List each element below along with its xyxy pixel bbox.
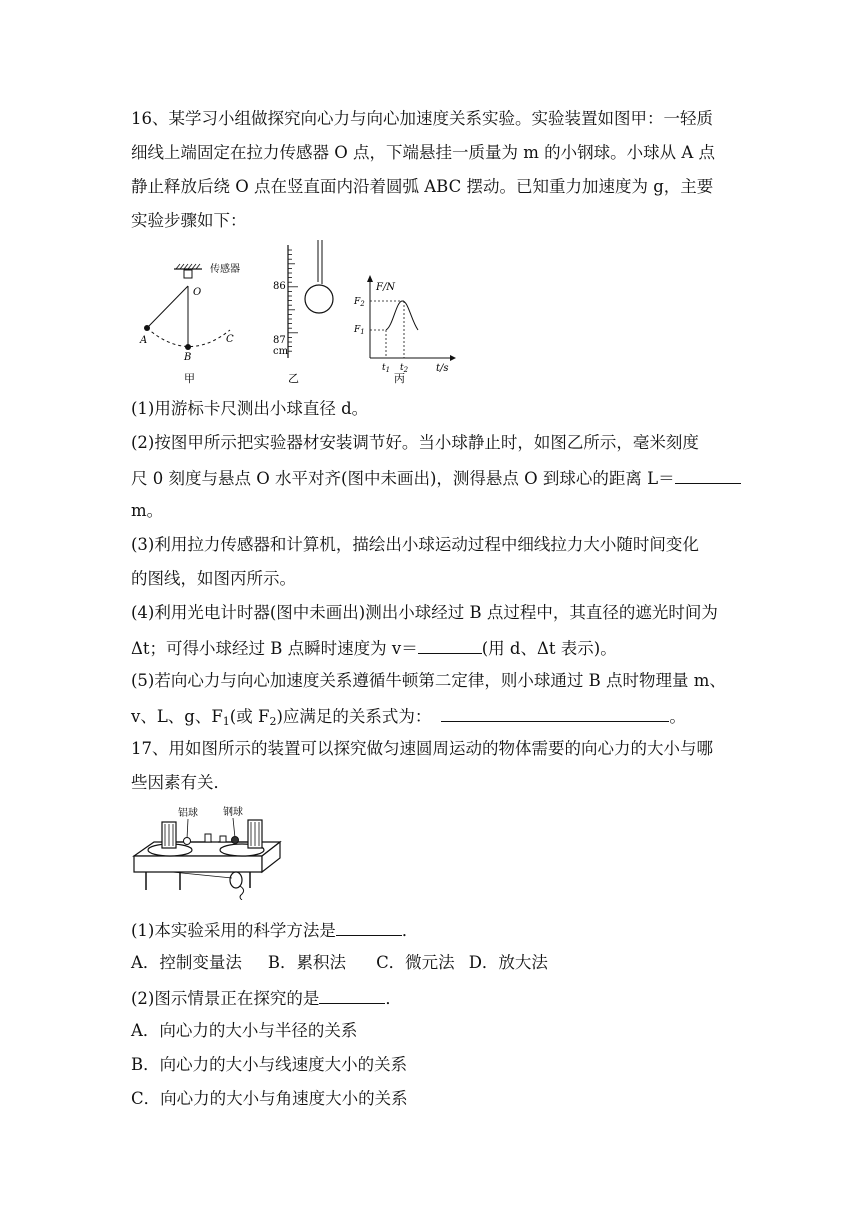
answer-blank-method[interactable] xyxy=(336,919,402,936)
q16-step-2a: (2)按图甲所示把实验器材安装调节好。当小球静止时，如图乙所示，毫米刻度 xyxy=(131,433,699,452)
answer-blank-relation[interactable] xyxy=(441,705,669,722)
answer-blank-scenario[interactable] xyxy=(319,987,385,1004)
point-A-label: A xyxy=(140,335,148,346)
ruler-unit: cm xyxy=(273,346,289,357)
x-axis-label: t/s xyxy=(436,363,449,374)
t2-label: t xyxy=(400,363,404,373)
q16-line-1: 16、某学习小组做探究向心力与向心加速度关系实验。实验装置如图甲：一轻质 xyxy=(131,109,713,128)
option-b-accumulation[interactable]: B．累积法 xyxy=(267,953,347,972)
t1-sub: 1 xyxy=(385,366,391,374)
label-steel-ball: 钢球 xyxy=(223,807,243,818)
q17-option-a[interactable]: A．向心力的大小与半径的关系 xyxy=(131,1021,358,1040)
t1-label: t xyxy=(382,363,386,373)
q16-step-5b-post: )应满足的关系式为： xyxy=(276,707,432,726)
ball-B xyxy=(185,344,191,350)
svg-text:t1 xyxy=(382,363,390,374)
label-aluminum-ball: 铝球 xyxy=(178,808,198,819)
svg-text:F1 xyxy=(353,325,365,336)
answer-blank-L[interactable] xyxy=(675,467,741,484)
F1-sub: 1 xyxy=(360,328,365,336)
steel-ball-2 xyxy=(232,837,239,844)
option-a-control-variable[interactable]: A．控制变量法 xyxy=(131,953,242,972)
F1-subscript: 1 xyxy=(222,715,230,728)
q17-sub-2 xyxy=(131,987,402,1009)
q16-step-2c: m。 xyxy=(131,501,164,520)
point-O-label: O xyxy=(193,287,202,298)
q16-step-5b-end: 。 xyxy=(669,707,686,726)
q17-sub-1-post: ． xyxy=(401,921,419,940)
option-d-amplification[interactable]: D．放大法 xyxy=(468,953,548,972)
q16-step-1: (1)用游标卡尺测出小球直径 d。 xyxy=(131,399,369,418)
aluminum-ball xyxy=(184,838,191,845)
force-curve xyxy=(386,301,418,330)
q17-options-1 xyxy=(131,953,548,973)
q16-step-2b xyxy=(131,467,741,489)
ball-A xyxy=(144,325,150,331)
sensor-label: 传感器 xyxy=(210,264,240,275)
ruler-ticks xyxy=(288,250,298,351)
q16-step-3b: 的图线，如图丙所示。 xyxy=(131,569,296,588)
t2-sub: 2 xyxy=(403,366,409,374)
figure-centripetal-apparatus xyxy=(132,798,282,900)
q16-step-5a: (5)若向心力与向心加速度关系遵循牛顿第二定律，则小球通过 B 点时物理量 m、 xyxy=(131,671,726,690)
q17-sub-2-pre: (2)图示情景正在探究的是 xyxy=(131,989,320,1008)
tick-86: 86 xyxy=(273,281,286,292)
y-axis-label: F/N xyxy=(376,282,396,293)
q17-option-c[interactable]: C．向心力的大小与角速度大小的关系 xyxy=(131,1089,408,1108)
q16-step-4b-pre: Δt；可得小球经过 B 点瞬时速度为 v＝ xyxy=(131,639,418,658)
tick-87: 87 xyxy=(273,335,286,346)
caption-bing: 丙 xyxy=(394,372,405,385)
q17-sub-1-pre: (1)本实验采用的科学方法是 xyxy=(131,921,336,940)
q16-step-2b-text: 尺 0 刻度与悬点 O 水平对齐(图中未画出)，测得悬点 O 到球心的距离 L＝ xyxy=(131,469,675,488)
figure-bing xyxy=(348,270,460,385)
q17-option-b[interactable]: B．向心力的大小与线速度大小的关系 xyxy=(131,1055,408,1074)
q17-sub-1 xyxy=(131,919,418,941)
q16-line-3: 静止释放后绕 O 点在竖直面内沿着圆弧 ABC 摆动。已知重力加速度为 g，主要 xyxy=(131,177,714,196)
point-C-label: C xyxy=(226,334,234,345)
caption-yi: 乙 xyxy=(288,372,299,385)
F1-label: F xyxy=(354,325,361,335)
q17-sub-2-post: ． xyxy=(385,989,402,1008)
q17-line-2: 些因素有关． xyxy=(131,773,230,792)
q16-step-4a: (4)利用光电计时器(图中未画出)测出小球经过 B 点过程中，其直径的遮光时间为 xyxy=(131,603,718,622)
q16-step-5b-pre: v、L、g、F xyxy=(131,707,223,726)
q17-line-1: 17、用如图所示的装置可以探究做匀速圆周运动的物体需要的向心力的大小与哪 xyxy=(131,739,713,758)
q16-line-2: 细线上端固定在拉力传感器 O 点，下端悬挂一质量为 m 的小钢球。小球从 A 点 xyxy=(131,143,716,162)
F2-sub: 2 xyxy=(360,300,365,308)
q16-step-4b-post: (用 d、Δt 表示)。 xyxy=(481,639,617,658)
figure-yi xyxy=(270,240,340,385)
answer-blank-v[interactable] xyxy=(418,637,482,654)
svg-text:F2 xyxy=(353,297,365,308)
F2-label: F xyxy=(354,297,361,307)
q16-step-3a: (3)利用拉力传感器和计算机，描绘出小球运动过程中细线拉力大小随时间变化 xyxy=(131,535,699,554)
steel-ball xyxy=(305,285,333,313)
F2-subscript: 2 xyxy=(269,715,277,728)
point-B-label: B xyxy=(184,352,192,363)
figure-jia xyxy=(138,250,250,385)
option-c-infinitesimal[interactable]: C．微元法 xyxy=(376,953,455,972)
caption-jia: 甲 xyxy=(184,372,195,385)
q16-step-5b xyxy=(131,705,686,727)
q16-line-4: 实验步骤如下： xyxy=(131,211,247,230)
q16-step-4b xyxy=(131,637,617,659)
q16-step-5b-mid: (或 F xyxy=(229,707,270,726)
